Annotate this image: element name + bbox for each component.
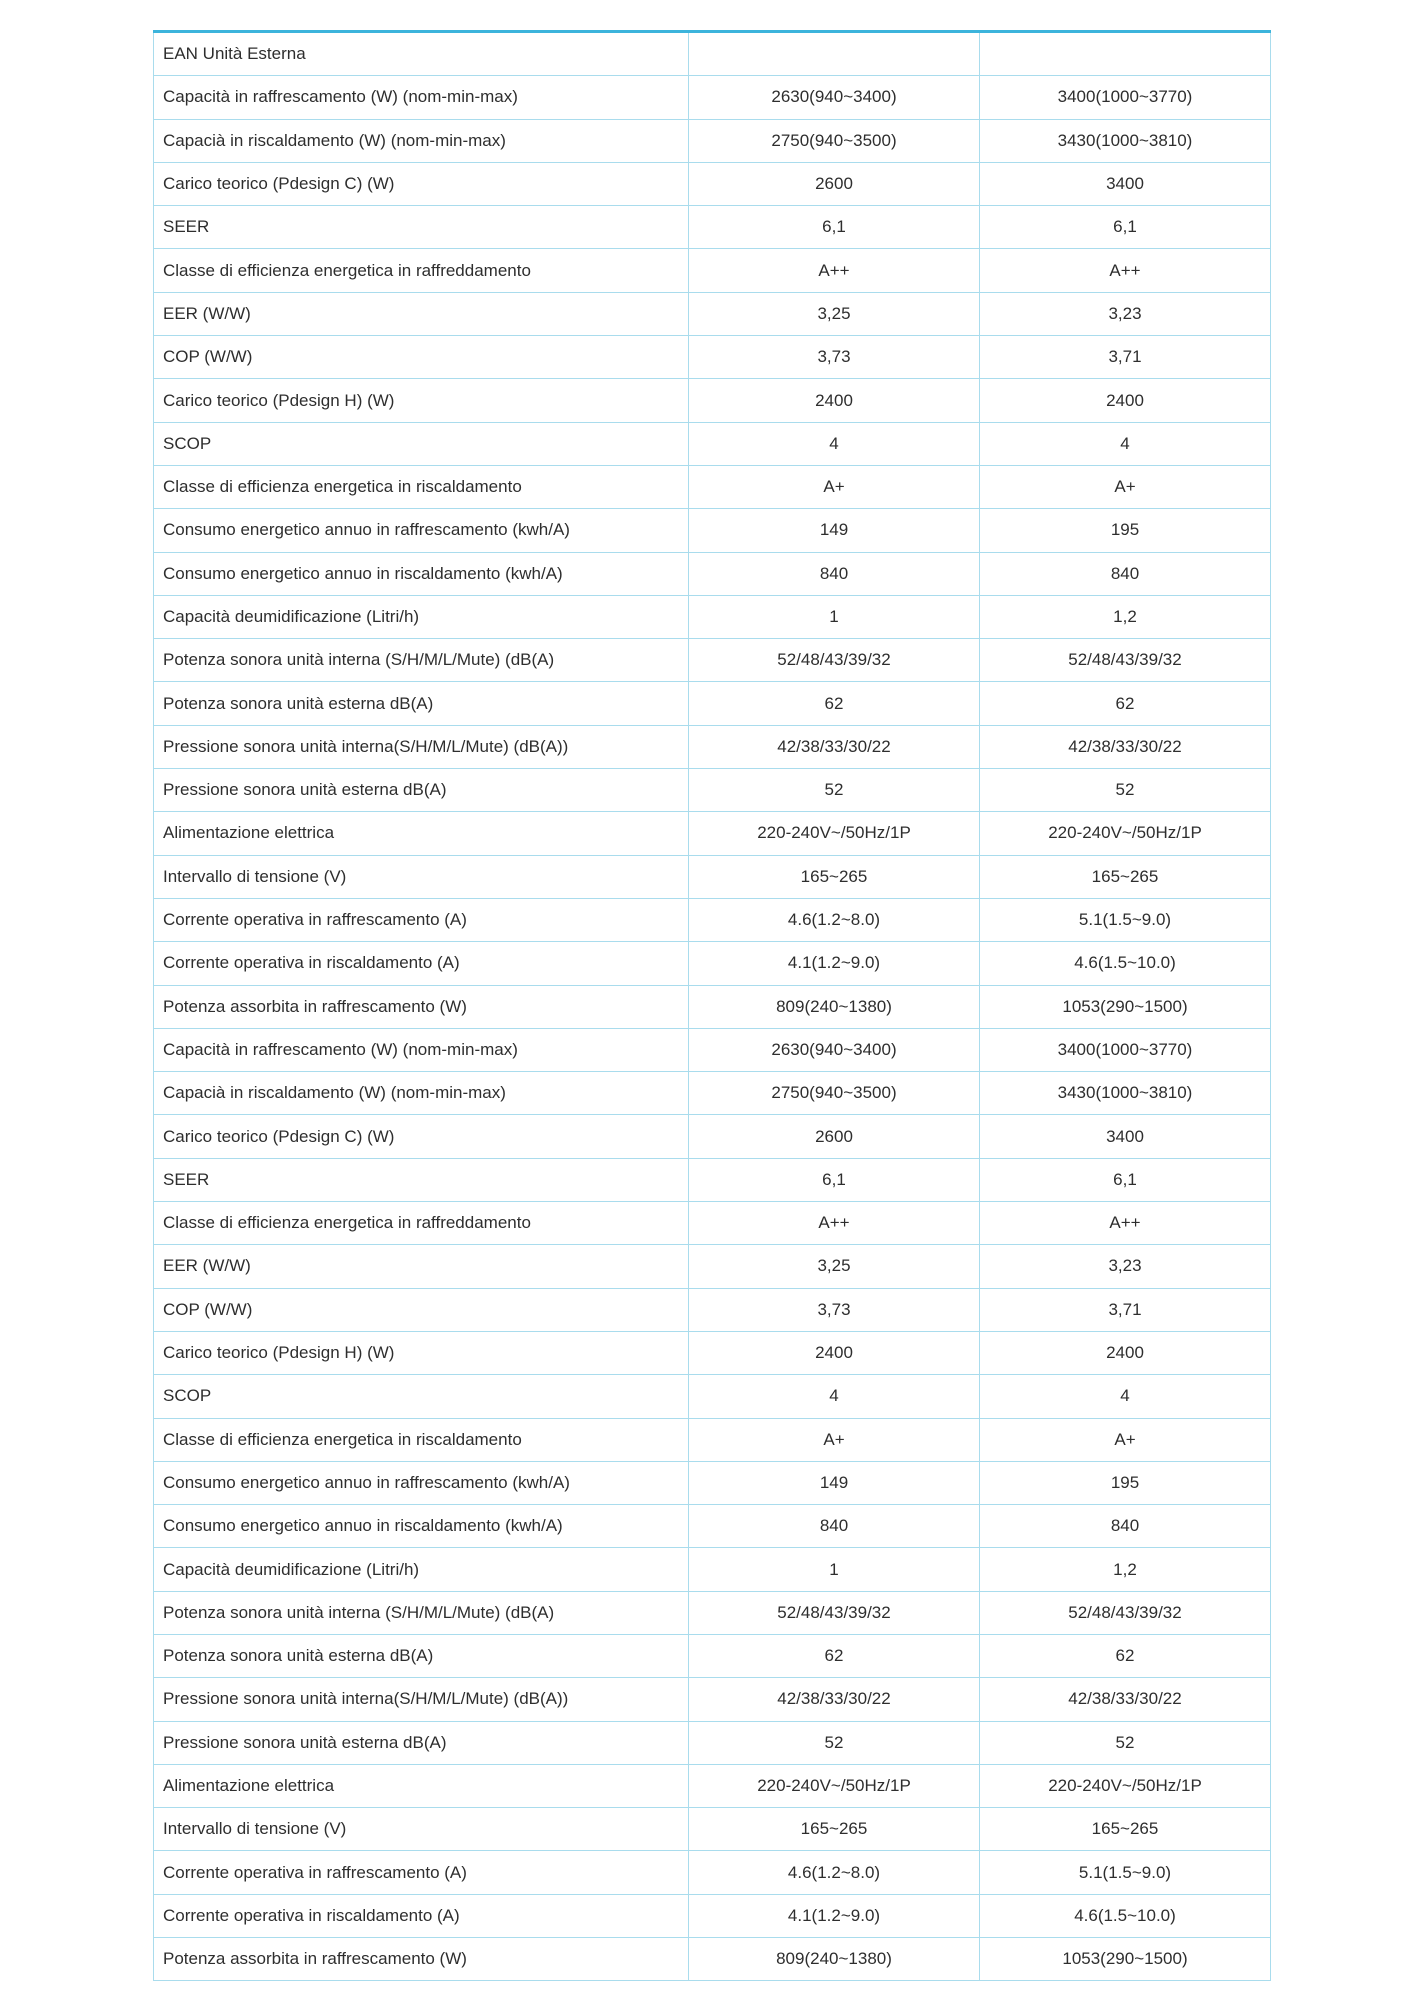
table-row [154,1764,1271,1807]
row-label-cell: Carico teorico (Pdesign H) (W) [154,1331,689,1374]
table-row [154,1938,1271,1981]
row-value-cell-1: 4.6(1.2~8.0) [689,1851,980,1894]
row-value-cell-2: 1,2 [980,595,1271,638]
table-row [154,639,1271,682]
table-row [154,206,1271,249]
row-value-cell-2: 6,1 [980,206,1271,249]
table-row [154,1115,1271,1158]
row-value-cell-1: A+ [689,465,980,508]
row-value-cell-1: 1 [689,595,980,638]
table-row [154,942,1271,985]
table-row [154,1634,1271,1677]
row-label-cell: Corrente operativa in riscaldamento (A) [154,942,689,985]
row-label-cell: Capacità deumidificazione (Litri/h) [154,1548,689,1591]
row-value-cell-1: A+ [689,1418,980,1461]
row-value-cell-1: 2400 [689,1331,980,1374]
row-value-cell-2: 220-240V~/50Hz/1P [980,812,1271,855]
row-value-cell-2: 840 [980,1505,1271,1548]
row-value-cell-2: 3,23 [980,292,1271,335]
row-value-cell-1: 4.6(1.2~8.0) [689,898,980,941]
table-row [154,509,1271,552]
row-label-cell: Carico teorico (Pdesign C) (W) [154,162,689,205]
row-value-cell-2: A++ [980,249,1271,292]
row-label-cell: Capacità deumidificazione (Litri/h) [154,595,689,638]
row-value-cell-1: 165~265 [689,855,980,898]
row-label-cell: Capacità in raffrescamento (W) (nom-min-max) [154,1028,689,1071]
table-row [154,1418,1271,1461]
row-value-cell-1: 1 [689,1548,980,1591]
table-row [154,119,1271,162]
table-row [154,1072,1271,1115]
table-row [154,595,1271,638]
row-value-cell-1: 2600 [689,162,980,205]
row-value-cell-2: 3400 [980,1115,1271,1158]
row-value-cell-1: 52 [689,769,980,812]
table-row [154,1548,1271,1591]
row-label-cell: Consumo energetico annuo in raffrescamento (kwh/A) [154,509,689,552]
row-value-cell-1: 52/48/43/39/32 [689,1591,980,1634]
row-value-cell-1: A++ [689,1202,980,1245]
row-value-cell-1: 4 [689,422,980,465]
row-value-cell-2: 3400(1000~3770) [980,1028,1271,1071]
table-row [154,725,1271,768]
spec-sheet [153,30,1271,1981]
row-value-cell-1: 220-240V~/50Hz/1P [689,1764,980,1807]
table-row [154,1591,1271,1634]
row-value-cell-2: A++ [980,1202,1271,1245]
row-value-cell-1: A++ [689,249,980,292]
table-row [154,1202,1271,1245]
row-label-cell: Alimentazione elettrica [154,1764,689,1807]
table-row [154,1894,1271,1937]
row-value-cell-2: 42/38/33/30/22 [980,725,1271,768]
row-value-cell-2: 62 [980,1634,1271,1677]
table-row [154,1851,1271,1894]
row-value-cell-2: 52/48/43/39/32 [980,639,1271,682]
row-value-cell-1: 52/48/43/39/32 [689,639,980,682]
row-label-cell: Consumo energetico annuo in riscaldamento (kwh/A) [154,552,689,595]
row-value-cell-2: 4.6(1.5~10.0) [980,1894,1271,1937]
row-label-cell: Capacità in raffrescamento (W) (nom-min-max) [154,76,689,119]
table-row [154,1331,1271,1374]
row-value-cell-2: 840 [980,552,1271,595]
table-row [154,76,1271,119]
row-value-cell-2: 52/48/43/39/32 [980,1591,1271,1634]
row-label-cell: Classe di efficienza energetica in riscaldamento [154,1418,689,1461]
row-value-cell-2: 3430(1000~3810) [980,1072,1271,1115]
row-value-cell-1: 165~265 [689,1808,980,1851]
row-label-cell: EER (W/W) [154,292,689,335]
row-value-cell-1: 149 [689,509,980,552]
header-label-cell: EAN Unità Esterna [154,33,689,76]
row-value-cell-2: A+ [980,465,1271,508]
row-label-cell: Pressione sonora unità esterna dB(A) [154,769,689,812]
row-label-cell: COP (W/W) [154,1288,689,1331]
table-row [154,1375,1271,1418]
row-value-cell-1: 840 [689,552,980,595]
row-label-cell: EER (W/W) [154,1245,689,1288]
table-row [154,855,1271,898]
table-row [154,1808,1271,1851]
row-label-cell: SEER [154,1158,689,1201]
row-value-cell-2: 195 [980,1461,1271,1504]
header-value-cell-2 [980,33,1271,76]
row-label-cell: Potenza assorbita in raffrescamento (W) [154,1938,689,1981]
row-value-cell-1: 6,1 [689,206,980,249]
table-header-row [154,33,1271,76]
table-row [154,1678,1271,1721]
table-row [154,985,1271,1028]
row-value-cell-2: 42/38/33/30/22 [980,1678,1271,1721]
row-label-cell: Corrente operativa in raffrescamento (A) [154,1851,689,1894]
row-value-cell-2: 3,71 [980,1288,1271,1331]
row-value-cell-2: A+ [980,1418,1271,1461]
row-value-cell-2: 4 [980,422,1271,465]
table-row [154,552,1271,595]
row-label-cell: Intervallo di tensione (V) [154,855,689,898]
header-value-cell-1 [689,33,980,76]
row-value-cell-2: 4.6(1.5~10.0) [980,942,1271,985]
row-value-cell-1: 840 [689,1505,980,1548]
row-label-cell: SCOP [154,422,689,465]
row-value-cell-1: 3,25 [689,292,980,335]
row-value-cell-1: 149 [689,1461,980,1504]
row-value-cell-1: 4 [689,1375,980,1418]
row-value-cell-1: 809(240~1380) [689,985,980,1028]
row-label-cell: Capacià in riscaldamento (W) (nom-min-max) [154,1072,689,1115]
table-row [154,162,1271,205]
row-value-cell-2: 195 [980,509,1271,552]
row-value-cell-1: 42/38/33/30/22 [689,725,980,768]
row-label-cell: Classe di efficienza energetica in raffreddamento [154,1202,689,1245]
row-value-cell-1: 2600 [689,1115,980,1158]
row-value-cell-1: 3,73 [689,1288,980,1331]
row-label-cell: Capacià in riscaldamento (W) (nom-min-max) [154,119,689,162]
row-value-cell-2: 1,2 [980,1548,1271,1591]
row-label-cell: Potenza sonora unità interna (S/H/M/L/Mute) (dB(A) [154,639,689,682]
table-row [154,769,1271,812]
table-row [154,812,1271,855]
row-label-cell: SEER [154,206,689,249]
row-value-cell-1: 4.1(1.2~9.0) [689,942,980,985]
row-value-cell-2: 165~265 [980,1808,1271,1851]
table-row [154,379,1271,422]
table-row [154,898,1271,941]
row-value-cell-2: 2400 [980,379,1271,422]
row-value-cell-1: 3,25 [689,1245,980,1288]
spec-table [153,33,1271,1981]
row-value-cell-2: 220-240V~/50Hz/1P [980,1764,1271,1807]
row-label-cell: Pressione sonora unità esterna dB(A) [154,1721,689,1764]
row-label-cell: SCOP [154,1375,689,1418]
row-value-cell-1: 2750(940~3500) [689,1072,980,1115]
row-value-cell-1: 220-240V~/50Hz/1P [689,812,980,855]
row-label-cell: Potenza assorbita in raffrescamento (W) [154,985,689,1028]
row-value-cell-2: 3400 [980,162,1271,205]
row-value-cell-2: 52 [980,769,1271,812]
row-value-cell-1: 2630(940~3400) [689,1028,980,1071]
row-label-cell: Consumo energetico annuo in raffrescamento (kwh/A) [154,1461,689,1504]
row-value-cell-2: 1053(290~1500) [980,1938,1271,1981]
row-value-cell-1: 809(240~1380) [689,1938,980,1981]
row-value-cell-2: 5.1(1.5~9.0) [980,898,1271,941]
table-row [154,1505,1271,1548]
row-value-cell-1: 62 [689,682,980,725]
row-value-cell-2: 52 [980,1721,1271,1764]
row-label-cell: Potenza sonora unità interna (S/H/M/L/Mute) (dB(A) [154,1591,689,1634]
row-value-cell-1: 4.1(1.2~9.0) [689,1894,980,1937]
table-row [154,1461,1271,1504]
row-label-cell: COP (W/W) [154,336,689,379]
row-value-cell-2: 1053(290~1500) [980,985,1271,1028]
row-value-cell-2: 6,1 [980,1158,1271,1201]
table-row [154,1721,1271,1764]
row-value-cell-1: 2400 [689,379,980,422]
row-value-cell-1: 52 [689,1721,980,1764]
row-value-cell-1: 6,1 [689,1158,980,1201]
table-row [154,336,1271,379]
row-value-cell-2: 3,71 [980,336,1271,379]
row-value-cell-2: 2400 [980,1331,1271,1374]
row-value-cell-1: 42/38/33/30/22 [689,1678,980,1721]
row-value-cell-1: 2630(940~3400) [689,76,980,119]
row-label-cell: Potenza sonora unità esterna dB(A) [154,682,689,725]
row-label-cell: Carico teorico (Pdesign C) (W) [154,1115,689,1158]
table-row [154,292,1271,335]
row-value-cell-1: 62 [689,1634,980,1677]
row-label-cell: Intervallo di tensione (V) [154,1808,689,1851]
row-label-cell: Pressione sonora unità interna(S/H/M/L/Mute) (dB(A)) [154,1678,689,1721]
table-row [154,1158,1271,1201]
table-row [154,1288,1271,1331]
row-label-cell: Classe di efficienza energetica in raffreddamento [154,249,689,292]
row-label-cell: Carico teorico (Pdesign H) (W) [154,379,689,422]
spec-table-body [154,33,1271,1981]
row-value-cell-2: 165~265 [980,855,1271,898]
row-value-cell-2: 3430(1000~3810) [980,119,1271,162]
row-value-cell-1: 3,73 [689,336,980,379]
row-label-cell: Classe di efficienza energetica in riscaldamento [154,465,689,508]
table-row [154,249,1271,292]
row-value-cell-2: 5.1(1.5~9.0) [980,1851,1271,1894]
row-label-cell: Alimentazione elettrica [154,812,689,855]
row-label-cell: Corrente operativa in riscaldamento (A) [154,1894,689,1937]
table-row [154,682,1271,725]
row-value-cell-1: 2750(940~3500) [689,119,980,162]
row-value-cell-2: 62 [980,682,1271,725]
row-label-cell: Pressione sonora unità interna(S/H/M/L/Mute) (dB(A)) [154,725,689,768]
row-value-cell-2: 3400(1000~3770) [980,76,1271,119]
table-row [154,1245,1271,1288]
table-row [154,465,1271,508]
row-label-cell: Corrente operativa in raffrescamento (A) [154,898,689,941]
row-value-cell-2: 4 [980,1375,1271,1418]
table-row [154,422,1271,465]
table-row [154,1028,1271,1071]
row-label-cell: Consumo energetico annuo in riscaldamento (kwh/A) [154,1505,689,1548]
row-label-cell: Potenza sonora unità esterna dB(A) [154,1634,689,1677]
row-value-cell-2: 3,23 [980,1245,1271,1288]
